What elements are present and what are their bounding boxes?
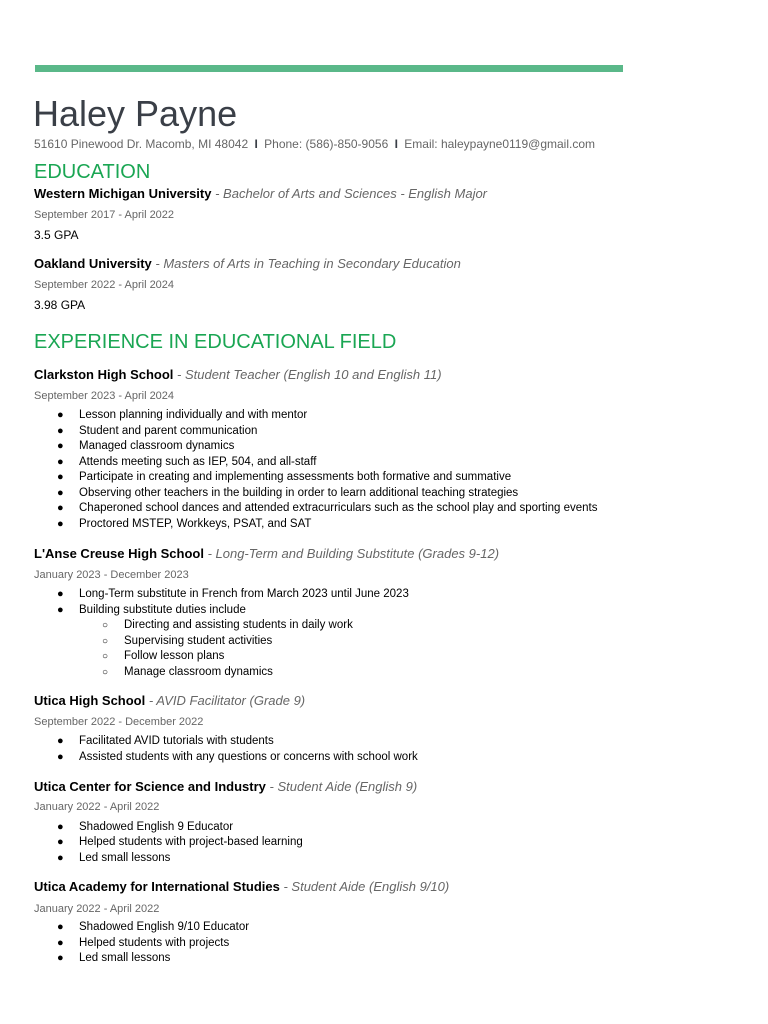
experience-org: Clarkston High School (34, 367, 174, 382)
circle-bullet-icon: ○ (102, 667, 109, 678)
experience-entry-heading (34, 367, 442, 383)
contact-separator: I (254, 137, 258, 151)
experience-entry-heading (34, 879, 449, 895)
bullet-icon: ● (57, 921, 64, 933)
education-school: Western Michigan University (34, 186, 212, 201)
bullet-icon: ● (57, 518, 64, 530)
sub-list-item: ○ Follow lesson plans (102, 650, 225, 662)
bullet-icon: ● (57, 852, 64, 864)
experience-date: January 2022 - April 2022 (34, 903, 160, 915)
education-entry-heading (34, 256, 461, 272)
experience-role: - Long-Term and Building Substitute (Grades 9-12) (203, 546, 500, 561)
list-item: ● Facilitated AVID tutorials with students (57, 735, 274, 747)
list-item: ● Helped students with project-based learning (57, 836, 303, 848)
education-gpa: 3.98 GPA (34, 298, 86, 312)
education-heading: EDUCATION (34, 161, 151, 183)
bullet-icon: ● (57, 937, 64, 949)
experience-role: - Student Teacher (English 10 and English 11) (173, 367, 442, 382)
list-item: ● Lesson planning individually and with mentor (57, 409, 308, 421)
education-date: September 2022 - April 2024 (34, 279, 175, 291)
sub-list-item: ○ Supervising student activities (102, 635, 273, 647)
experience-entry-heading (34, 546, 499, 562)
bullet-icon: ● (57, 440, 64, 452)
education-entry-heading (34, 186, 487, 202)
list-item: ● Helped students with projects (57, 937, 230, 949)
list-item: ● Student and parent communication (57, 425, 258, 437)
education-gpa: 3.5 GPA (34, 228, 79, 242)
contact-phone: Phone: (586)-850-9056 (264, 137, 389, 151)
bullet-icon: ● (57, 952, 64, 964)
list-item: ● Proctored MSTEP, Workkeys, PSAT, and SAT (57, 518, 312, 530)
bullet-icon: ● (57, 487, 64, 499)
list-item: ● Observing other teachers in the building in order to learn additional teaching strategies (57, 487, 519, 499)
sub-list-item: ○ Manage classroom dynamics (102, 666, 273, 678)
education-degree: - Bachelor of Arts and Sciences - English Major (211, 186, 488, 201)
experience-org: Utica Academy for International Studies (34, 879, 280, 894)
list-item: ● Shadowed English 9 Educator (57, 821, 234, 833)
list-item: ● Managed classroom dynamics (57, 440, 235, 452)
experience-role: - Student Aide (English 9) (265, 779, 418, 794)
bullet-icon: ● (57, 409, 64, 421)
education-date: September 2017 - April 2022 (34, 209, 175, 221)
list-item: ● Assisted students with any questions or concerns with school work (57, 751, 418, 763)
experience-date: September 2023 - April 2024 (34, 390, 175, 402)
resume-name: Haley Payne (33, 93, 238, 134)
experience-role: - Student Aide (English 9/10) (279, 879, 450, 894)
experience-entry-heading (34, 779, 417, 795)
education-degree: - Masters of Arts in Teaching in Secondary Education (151, 256, 461, 271)
experience-role: - AVID Facilitator (Grade 9) (145, 693, 306, 708)
contact-line (34, 137, 595, 152)
bullet-icon: ● (57, 471, 64, 483)
circle-bullet-icon: ○ (102, 636, 109, 647)
bullet-icon: ● (57, 821, 64, 833)
bullet-icon: ● (57, 588, 64, 600)
experience-date: January 2023 - December 2023 (34, 569, 189, 581)
list-item: ● Chaperoned school dances and attended extracurriculars such as the school play and sporting events (57, 502, 598, 514)
list-item: ● Attends meeting such as IEP, 504, and all-staff (57, 456, 317, 468)
education-school: Oakland University (34, 256, 152, 271)
experience-org: Utica Center for Science and Industry (34, 779, 266, 794)
experience-org: L'Anse Creuse High School (34, 546, 204, 561)
contact-email: Email: haleypayne0119@gmail.com (404, 137, 596, 151)
bullet-icon: ● (57, 735, 64, 747)
bullet-icon: ● (57, 836, 64, 848)
circle-bullet-icon: ○ (102, 620, 109, 631)
bullet-icon: ● (57, 456, 64, 468)
bullet-icon: ● (57, 604, 64, 616)
experience-date: September 2022 - December 2022 (34, 716, 204, 728)
list-item: ● Building substitute duties include (57, 604, 246, 616)
circle-bullet-icon: ○ (102, 651, 109, 662)
header-accent-bar (35, 65, 623, 72)
list-item: ● Led small lessons (57, 952, 171, 964)
bullet-icon: ● (57, 751, 64, 763)
list-item: ● Long-Term substitute in French from March 2023 until June 2023 (57, 588, 409, 600)
experience-org: Utica High School (34, 693, 146, 708)
list-item: ● Led small lessons (57, 852, 171, 864)
bullet-icon: ● (57, 502, 64, 514)
sub-list-item: ○ Directing and assisting students in daily work (102, 619, 353, 631)
experience-heading: EXPERIENCE IN EDUCATIONAL FIELD (34, 331, 397, 353)
contact-separator: I (394, 137, 398, 151)
list-item: ● Participate in creating and implementing assessments both formative and summative (57, 471, 512, 483)
bullet-icon: ● (57, 425, 64, 437)
experience-date: January 2022 - April 2022 (34, 801, 160, 813)
contact-address: 51610 Pinewood Dr. Macomb, MI 48042 (34, 137, 249, 151)
experience-entry-heading (34, 693, 305, 709)
list-item: ● Shadowed English 9/10 Educator (57, 921, 250, 933)
